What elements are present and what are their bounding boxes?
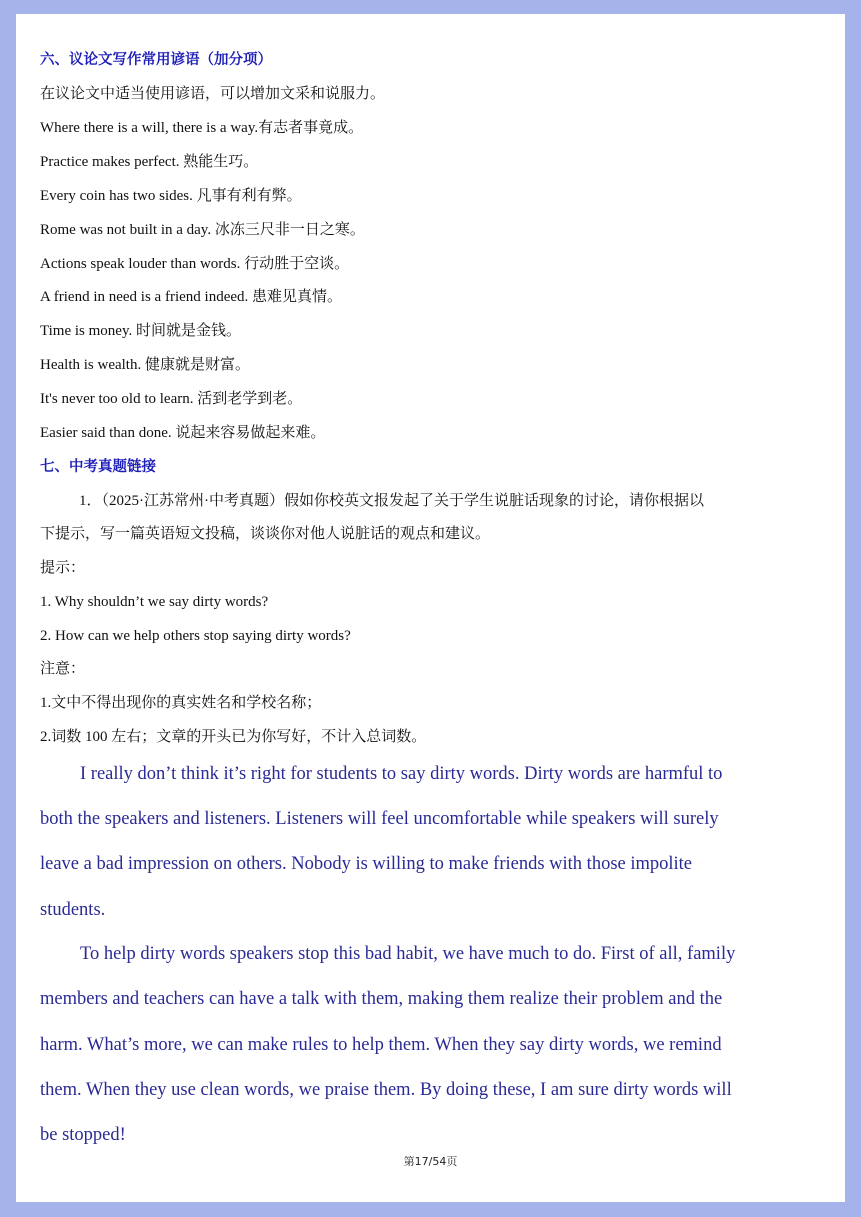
- proverb-line: Every coin has two sides. 凡事有利有弊。: [40, 188, 302, 204]
- proverb-line: Actions speak louder than words. 行动胜于空谈。: [40, 256, 350, 272]
- note-item: 1.文中不得出现你的真实姓名和学校名称；: [40, 695, 322, 711]
- essay-line: them. When they use clean words, we praise them. By doing these, I am sure dirty words will: [40, 1080, 732, 1100]
- essay-line: To help dirty words speakers stop this bad habit, we have much to do. First of all, family: [80, 944, 736, 964]
- essay-line: both the speakers and listeners. Listeners will feel uncomfortable while speakers will surely: [40, 809, 719, 829]
- section7-heading: 七、中考真题链接: [40, 459, 156, 475]
- essay-line: be stopped!: [40, 1125, 126, 1145]
- section6-intro: 在议论文中适当使用谚语，可以增加文采和说服力。: [40, 86, 386, 102]
- question-text: 1．（2025·江苏常州·中考真题）假如你校英文报发起了关于学生说脏话现象的讨论，请你根据以: [79, 493, 704, 509]
- section6-heading: 六、议论文写作常用谚语（加分项）: [40, 52, 272, 68]
- proverb-line: Practice makes perfect. 熟能生巧。: [40, 154, 259, 170]
- document-page: [16, 14, 845, 1202]
- proverb-line: A friend in need is a friend indeed. 患难见真情。: [40, 289, 343, 305]
- proverb-line: Rome was not built in a day. 冰冻三尺非一日之寒。: [40, 222, 365, 238]
- proverb-line: Time is money. 时间就是金钱。: [40, 323, 241, 339]
- proverb-line: Health is wealth. 健康就是财富。: [40, 357, 250, 373]
- essay-line: leave a bad impression on others. Nobody is willing to make friends with those impolite: [40, 854, 693, 874]
- page-number: 第17/54页: [403, 1155, 458, 1168]
- proverb-line: Easier said than done. 说起来容易做起来难。: [40, 425, 326, 441]
- hint-item: 2. How can we help others stop saying dirty words?: [40, 628, 351, 644]
- note-item: 2.词数 100 左右；文章的开头已为你写好，不计入总词数。: [40, 729, 427, 745]
- hint-item: 1. Why shouldn’t we say dirty words?: [40, 594, 269, 610]
- question-text-continued: 下提示，写一篇英语短文投稿，谈谈你对他人说脏话的观点和建议。: [40, 526, 491, 542]
- essay-line: students.: [40, 900, 106, 920]
- essay-line: members and teachers can have a talk with them, making them realize their problem and the: [40, 989, 723, 1009]
- essay-line: harm. What’s more, we can make rules to help them. When they say dirty words, we remind: [40, 1035, 722, 1055]
- proverb-line: It's never too old to learn. 活到老学到老。: [40, 391, 303, 407]
- essay-line: I really don’t think it’s right for students to say dirty words. Dirty words are harmful to: [80, 764, 723, 784]
- hint-label: 提示：: [40, 560, 86, 576]
- proverb-line: Where there is a will, there is a way.有志者事竟成。: [40, 120, 364, 136]
- note-label: 注意：: [40, 661, 86, 677]
